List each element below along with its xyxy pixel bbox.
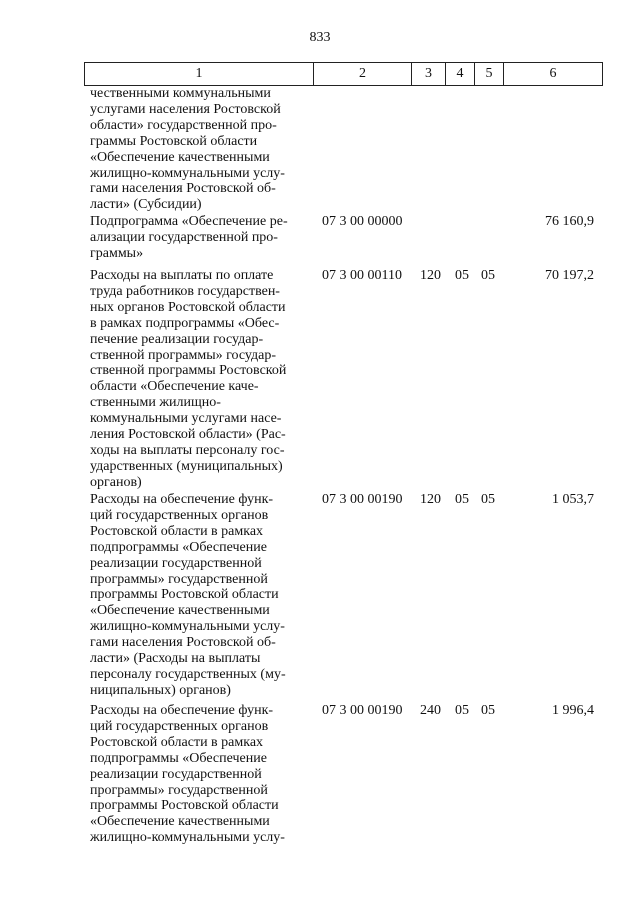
row-description — [90, 86, 306, 213]
description-line: программы Ростовской области — [90, 587, 279, 603]
description-line: Расходы на обеспечение функ- — [90, 492, 274, 507]
description-line: программы Ростовской области — [90, 798, 279, 814]
description-line: ных органов Ростовской области — [90, 299, 286, 315]
description-line: области «Обеспечение каче- — [90, 379, 259, 395]
header-col-6: 6 — [504, 63, 603, 86]
description-line: гами населения Ростовской об- — [90, 181, 276, 197]
description-line: ходы на выплаты персоналу гос- — [90, 442, 285, 458]
description-line: подпрограммы «Обеспечение — [90, 539, 267, 555]
description-line: Ростовской области в рамках — [90, 523, 264, 539]
row-target-code: 07 3 00 00000 — [322, 214, 403, 229]
row-subsection: 05 — [481, 492, 495, 507]
header-col-4: 4 — [446, 63, 475, 86]
page-number: 833 — [309, 30, 331, 45]
description-line: ций государственных органов — [90, 718, 269, 734]
row-expense-type: 240 — [420, 703, 441, 718]
row-description — [90, 214, 306, 262]
row-target-code: 07 3 00 00110 — [322, 268, 402, 283]
description-line: ниципальных) органов) — [90, 682, 231, 698]
description-line: реализации государственной — [90, 766, 262, 782]
row-amount: 1 053,7 — [552, 492, 594, 507]
row-section: 05 — [455, 703, 469, 718]
description-line: жилищно-коммунальными услу- — [90, 830, 285, 846]
description-line: программы» государственной — [90, 571, 268, 587]
description-line: чественными коммунальными — [90, 86, 271, 101]
description-line: «Обеспечение качественными — [90, 603, 270, 619]
description-line: труда работников государствен- — [90, 283, 280, 299]
description-line: ударственных (муниципальных) — [90, 458, 283, 474]
description-line: ласти» (Расходы на выплаты — [90, 651, 261, 667]
description-line: программы» государственной — [90, 782, 268, 798]
description-line: реализации государственной — [90, 555, 262, 571]
description-line: персоналу государственных (му- — [90, 666, 286, 682]
description-line: ализации государственной про- — [90, 229, 278, 245]
description-line: ления Ростовской области» (Рас- — [90, 427, 286, 443]
description-line: Ростовской области в рамках — [90, 734, 264, 750]
description-line: «Обеспечение качественными — [90, 814, 270, 830]
description-line: услугами населения Ростовской — [90, 101, 281, 117]
description-line: гами населения Ростовской об- — [90, 635, 276, 651]
description-line: ций государственных органов — [90, 507, 269, 523]
description-line: Расходы на выплаты по оплате — [90, 268, 274, 283]
description-line: Расходы на обеспечение функ- — [90, 703, 274, 718]
description-line: ственной программы» государ- — [90, 347, 277, 363]
row-amount: 70 197,2 — [545, 268, 594, 283]
description-line: Подпрограмма «Обеспечение ре- — [90, 214, 288, 229]
row-amount: 76 160,9 — [545, 214, 594, 229]
row-subsection: 05 — [481, 268, 495, 283]
row-expense-type: 120 — [420, 268, 441, 283]
description-line: коммунальными услугами насе- — [90, 411, 282, 427]
row-description — [90, 703, 306, 846]
description-line: жилищно-коммунальными услу- — [90, 165, 285, 181]
description-line: области» государственной про- — [90, 117, 277, 133]
row-description — [90, 268, 306, 491]
description-line: в рамках подпрограммы «Обес- — [90, 315, 280, 331]
description-line: органов) — [90, 474, 142, 490]
description-line: граммы Ростовской области — [90, 133, 258, 149]
table-header — [84, 62, 603, 86]
row-section: 05 — [455, 268, 469, 283]
row-section: 05 — [455, 492, 469, 507]
row-amount: 1 996,4 — [552, 703, 594, 718]
description-line: печение реализации государ- — [90, 331, 264, 347]
description-line: ственными жилищно- — [90, 395, 221, 411]
header-col-1: 1 — [85, 63, 314, 86]
row-description — [90, 492, 306, 699]
header-col-5: 5 — [475, 63, 504, 86]
description-line: ственной программы Ростовской — [90, 363, 287, 379]
row-expense-type: 120 — [420, 492, 441, 507]
description-line: ласти» (Субсидии) — [90, 197, 202, 213]
description-line: граммы» — [90, 245, 144, 261]
row-target-code: 07 3 00 00190 — [322, 492, 403, 507]
description-line: подпрограммы «Обеспечение — [90, 750, 267, 766]
description-line: «Обеспечение качественными — [90, 149, 270, 165]
description-line: жилищно-коммунальными услу- — [90, 619, 285, 635]
row-subsection: 05 — [481, 703, 495, 718]
row-target-code: 07 3 00 00190 — [322, 703, 403, 718]
header-col-3: 3 — [412, 63, 446, 86]
header-col-2: 2 — [314, 63, 412, 86]
